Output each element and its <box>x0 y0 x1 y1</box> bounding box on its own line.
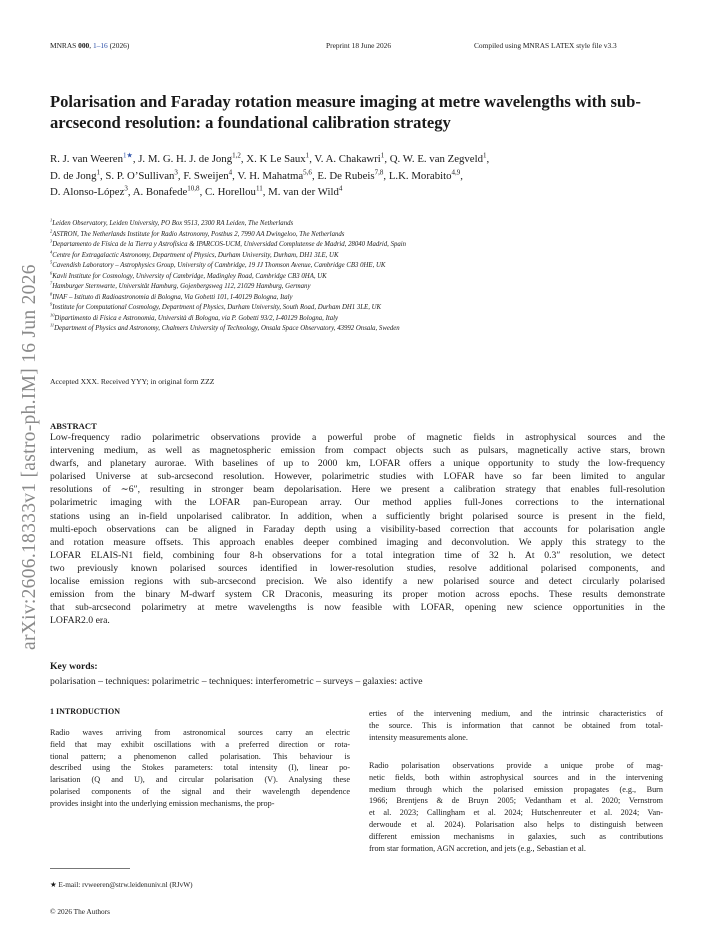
author-name: F. Sweijen$^4$ <box>183 167 233 182</box>
intro-right-column <box>369 708 663 743</box>
body-text-line: the source. This is information that cannot be obtained from total- <box>369 720 663 730</box>
abstract-line: two previously known polarised sources identified in lower-resolution studies, resolve additional polarised components, and <box>50 562 665 574</box>
abstract-heading: ABSTRACT <box>50 421 97 431</box>
author-name: S. P. O’Sullivan$^3$ <box>105 167 178 182</box>
body-text-line: Radio waves arriving from astronomical sources carry an electric <box>50 728 350 737</box>
author-name: C. Horellou$^{11}$ <box>204 184 263 198</box>
author-list: R. J. van Weeren$^{1★}$, J. M. G. H. J. de Jong$^{1,2}$, X. K Le Saux$^1$, V. A. Chakawri$^1$, Q. W. E. van Zegveld$^1$, D. de Jong$^1$, S. P. O’Sullivan$^3$, F. Sweijen$^4$, V. H. Mahatma$^{5,6}$, E. De Rubeis$^{7,8}$, L.K. Morabito$^{4,9}$, D. Alonso-López$^3$, A. Bonafede$^{10,8}$, C. Horellou$^{11}$, M. van der Wild$^4$ <box>50 151 490 198</box>
abstract-line: polarised Universe at sub-arcsecond resolution. However, polarimetric studies with LOFAR have so far been limited to angular <box>50 471 665 483</box>
affiliation-item: $^{11}$Department of Physics and Astronomy, Chalmers University of Technology, Onsala Space Observatory, 43992 Onsala, Sweden <box>50 322 400 332</box>
section-heading-introduction: 1 INTRODUCTION <box>50 707 121 716</box>
author-affiliation-mark: 1 <box>96 167 100 176</box>
author-affiliation-mark: 1 <box>482 151 487 160</box>
abstract-line: dwarfs, and planetary aurorae. With baselines of up to 2000 km, LOFAR offers a unique opportunity to study the low-frequency <box>50 458 665 470</box>
intro-left-column <box>50 727 350 810</box>
author-name: Q. W. E. van Zegveld$^1$ <box>389 151 487 165</box>
abstract-line: Low-frequency radio polarimetric observations provide a powerful probe of magnetic fields in astrophysical sources and the <box>50 432 665 443</box>
body-text-line: larisation (Q and U), and circular polarisation (V). Analysing these <box>50 775 350 785</box>
running-header-left: MNRAS 000, 1–16 (2026) <box>50 41 130 50</box>
body-text-line: from star formation, AGN accretion, and jets (e.g., Sebastian et al. <box>369 843 586 853</box>
author-affiliation-mark: 10,8 <box>187 184 200 193</box>
abstract-line: polarimetric imaging with the LOFAR pan-European array. Our method applies full-Jones corrections to the international <box>50 497 665 509</box>
preprint-date: Preprint 18 June 2026 <box>326 41 392 50</box>
author-affiliation-mark: 4,9 <box>451 167 461 176</box>
author-affiliation-mark: 4 <box>338 184 343 193</box>
author-affiliation-mark: 7,8 <box>374 167 384 176</box>
affiliation-item: $^8$INAF – Istituto di Radioastronomia di Bologna, Via Gobetti 101, I-40129 Bologna, Italy <box>50 291 293 301</box>
author-name: A. Bonafede$^{10,8}$ <box>132 184 200 198</box>
keywords-text: polarisation – techniques: polarimetric – techniques: interferometric – surveys – galaxies: active <box>50 676 423 687</box>
author-name: E. De Rubeis$^{7,8}$ <box>317 167 384 182</box>
footnote-rule <box>50 868 130 869</box>
author-name: M. van der Wild$^4$ <box>268 184 343 198</box>
affiliation-item: $^2$ASTRON, The Netherlands Institute for Radio Astronomy, Postbus 2, 7990 AA Dwingeloo, The Netherlands <box>50 228 345 238</box>
abstract-line: resolutions of ∼6″, resulting in stronger beam depolarisation. Here we present a calibration strategy that enables full-resolution <box>50 484 665 496</box>
author-affiliation-mark: 3 <box>124 184 128 193</box>
body-text-line: described using the Stokes parameters: total intensity (I), linear po- <box>50 763 350 773</box>
abstract-text <box>50 431 665 627</box>
affiliation-item: $^{10}$Dipartimento di Fisica e Astronomia, Università di Bologna, via P. Gobetti 93/2, I-40129 Bologna, Italy <box>50 312 339 322</box>
body-text-line: different emission mechanisms in galaxies, such as contributions <box>369 831 663 841</box>
author-name: L.K. Morabito$^{4,9}$ <box>388 167 461 182</box>
body-text-line: medium through which the polarised emission propagates (e.g., Burn <box>369 784 663 794</box>
affiliation-list <box>50 219 680 335</box>
page-range-link[interactable]: 1–16 <box>92 41 108 50</box>
affiliation-item: $^7$Hamburger Sternwarte, Universität Hamburg, Gojenbergsweg 112, 21029 Hamburg, Germany <box>50 280 311 290</box>
arxiv-stamp: arXiv:2606.18333v1 [astro-ph.IM] 16 Jun 2026 <box>19 264 40 650</box>
keywords-heading: Key words: <box>50 661 98 672</box>
author-name: V. H. Mahatma$^{5,6}$ <box>237 167 312 182</box>
body-text-line: field that may exhibit oscillations with a preferred direction or rota- <box>50 739 350 749</box>
body-text-line: erties of the intervening medium, and the intrinsic characteristics of <box>369 709 663 718</box>
intro-paragraph-2 <box>369 760 663 854</box>
author-name: V. A. Chakawri$^1$ <box>314 151 385 165</box>
abstract-line: intervening medium, as well as magnetospheric emission from compact objects such as pulsars, magnetically active stars, brown <box>50 445 665 457</box>
footnote-email: ★ E-mail: rvweeren@strw.leidenuniv.nl (RJvW) <box>50 880 193 889</box>
author-affiliation-mark: 11 <box>255 184 263 193</box>
abstract-line: multi-epoch observations can be aligned in Faraday depth using a visibility-based correction that accounts for polarisation angle <box>50 523 665 535</box>
body-text-line: 1966; Brentjens & de Bruyn 2005; Vedantham et al. 2020; Vernstrom <box>369 796 663 806</box>
affiliation-item: $^1$Leiden Observatory, Leiden University, PO Box 9513, 2300 RA Leiden, The Netherlands <box>50 217 294 227</box>
author-name: J. M. G. H. J. de Jong$^{1,2}$ <box>138 151 241 165</box>
author-affiliation-mark: 1 <box>305 151 310 160</box>
author-name: D. Alonso-López$^3$ <box>50 184 128 198</box>
body-text-line: tional pattern; a phenomenon called polarisation. This behaviour is <box>50 751 350 761</box>
author-affiliation-mark: 1,2 <box>232 151 241 160</box>
author-name: R. J. van Weeren$^{1★}$ <box>50 151 133 165</box>
abstract-line: emission from the binary M-dwarf system CR Draconis, measuring its proper motion across epochs. These results demonstrate <box>50 589 665 601</box>
affiliation-item: $^9$Institute for Computational Cosmology, Department of Physics, Durham University, South Road, Durham DH1 3LE, UK <box>50 301 382 311</box>
body-text-line: Radio polarisation observations provide a unique probe of mag- <box>369 761 663 770</box>
abstract-line: that sub-arcsecond polarimetry at metre wavelengths is now feasible with LOFAR, opening new science opportunities in the <box>50 602 665 614</box>
accepted-line: Accepted XXX. Received YYY; in original form ZZZ <box>50 377 215 386</box>
body-text-line: provides insight into the underlying emission mechanisms, the prop- <box>50 798 275 808</box>
author-affiliation-mark: 4 <box>228 167 233 176</box>
affiliation-item: $^4$Centre for Extragalactic Astronomy, Department of Physics, Durham University, Durham, DH1 3LE, UK <box>50 249 339 259</box>
abstract-line: and rotation measure offsets. This approach enables deeper combined imaging and deconvolution. We apply this strategy to the <box>50 536 665 548</box>
author-affiliation-mark: 3 <box>174 167 178 176</box>
body-text-line: et al. 2023; Callingham et al. 2024; Hutschenreuter et al. 2024; Van- <box>369 808 663 818</box>
author-name: X. K Le Saux$^1$ <box>246 151 310 165</box>
abstract-line: LOFAR ELAIS-N1 field, combining four 8-h observations for a total integration time of 32 h. At 0.3″ resolution, we detect <box>50 549 665 561</box>
compiled-note: Compiled using MNRAS LATEX style file v3.3 <box>474 41 617 50</box>
author-name: D. de Jong$^1$ <box>50 167 100 182</box>
body-text-line: derwoude et al. 2024). Polarisation also helps to distinguish between <box>369 819 663 829</box>
abstract-line: LOFAR2.0 era. <box>50 615 110 627</box>
paper-title: Polarisation and Faraday rotation measure imaging at metre wavelengths with sub-arcsecond resolution: a foundational calibration strategy <box>50 92 641 132</box>
author-affiliation-mark: 5,6 <box>303 167 312 176</box>
body-text-line: netic fields, both within astrophysical sources and in the intervening <box>369 772 663 782</box>
abstract-line: stations using an in-field unpolarised calibrator. In addition, when a sufficiently bright polarised source is present in the field, <box>50 510 665 522</box>
affiliation-item: $^5$Cavendish Laboratory – Astrophysics Group, University of Cambridge, 19 JJ Thomson Avenue, Cambridge CB3 0HE, UK <box>50 259 386 269</box>
body-text-line: polarised components of the signal and their wavelength dependence <box>50 786 350 796</box>
author-affiliation-mark[interactable]: 1★ <box>123 151 133 160</box>
body-text-line: intensity measurements alone. <box>369 732 468 742</box>
abstract-line: localise emission regions with sub-arcsecond precision. We also identify a new polarised source and detect circularly polarised <box>50 576 665 588</box>
affiliation-item: $^6$Kavli Institute for Cosmology, University of Cambridge, Madingley Road, Cambridge CB3 0HA, UK <box>50 270 327 280</box>
affiliation-item: $^3$Departamento de Física de la Tierra y Astrofísica & IPARCOS-UCM, Universidad Complutense de Madrid, 28040 Madrid, Spain <box>50 238 407 248</box>
copyright: © 2026 The Authors <box>50 907 110 916</box>
author-affiliation-mark: 1 <box>380 151 385 160</box>
